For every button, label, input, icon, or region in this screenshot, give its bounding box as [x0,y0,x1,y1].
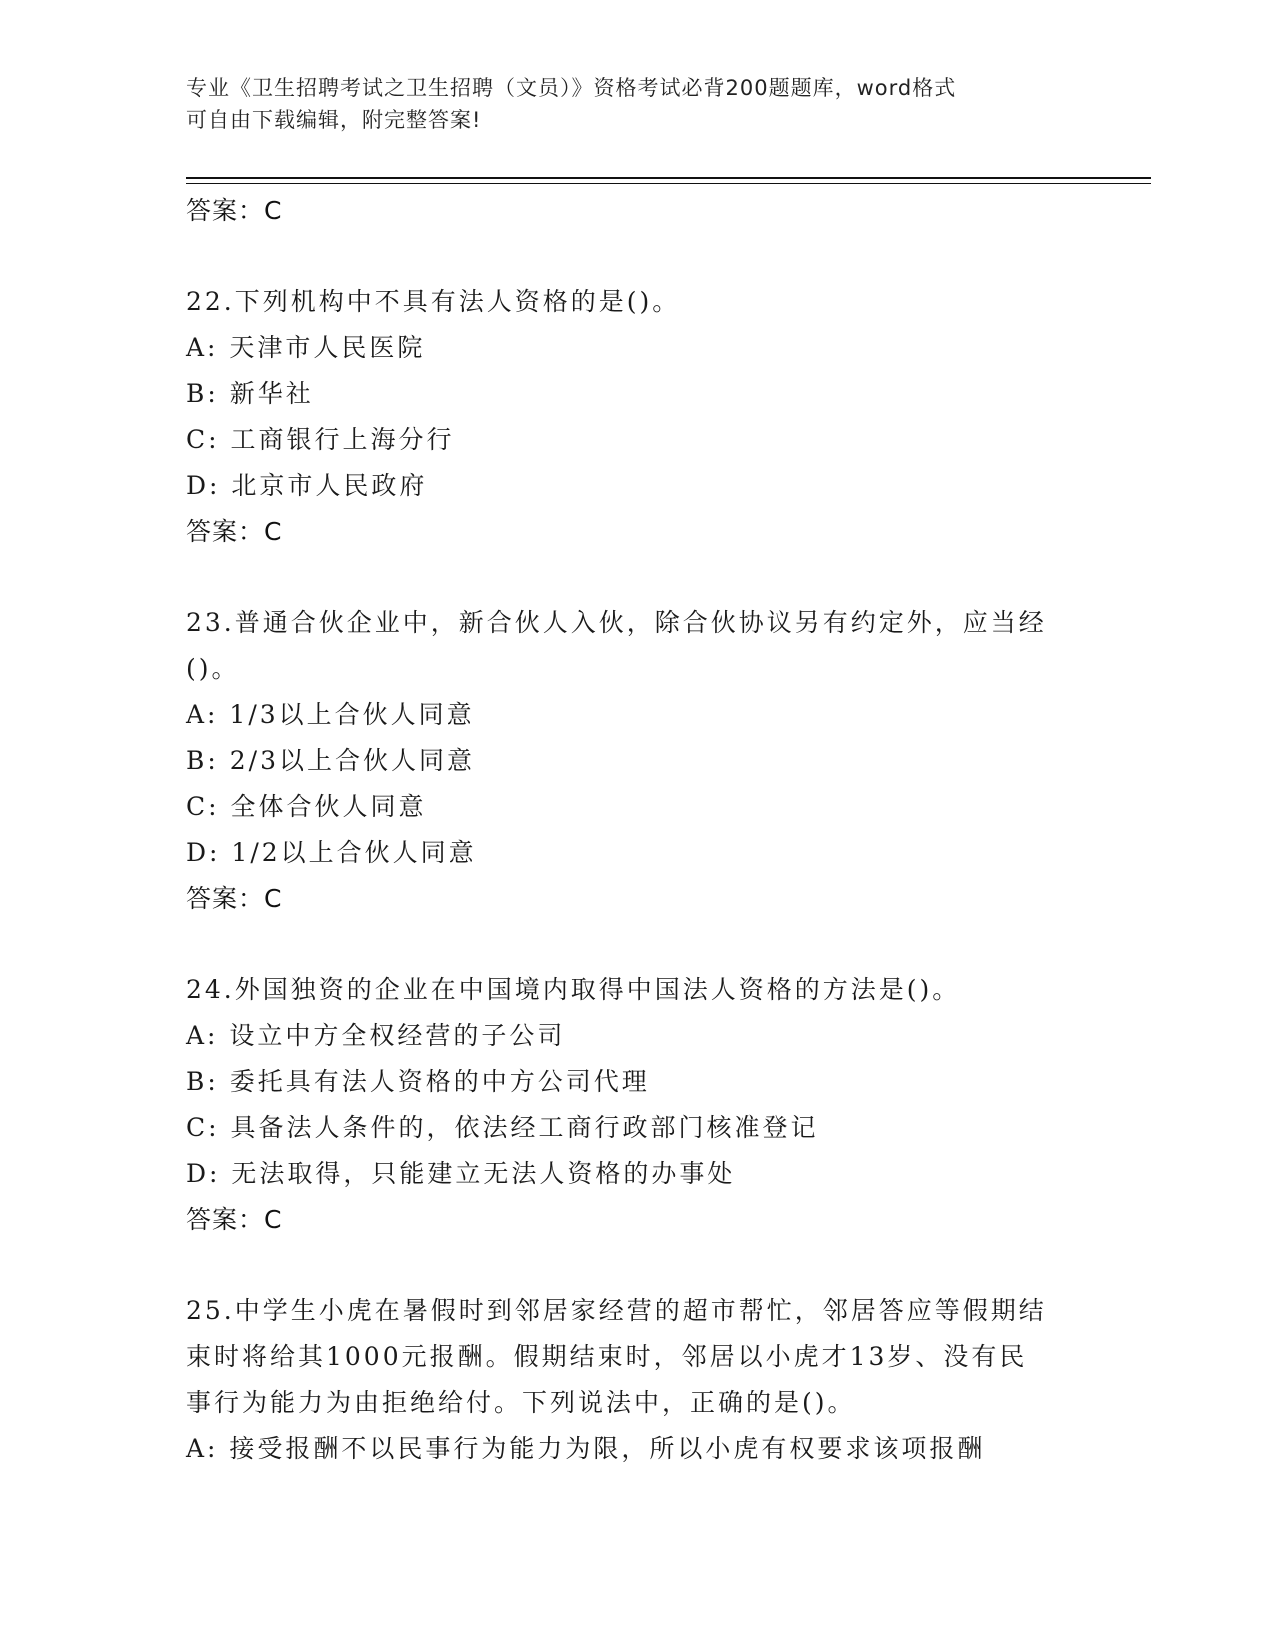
question-23 [186,600,1086,922]
option-c: C: 具备法人条件的，依法经工商行政部门核准登记 [186,1113,819,1142]
option-d: D: 1/2以上合伙人同意 [186,838,477,867]
option-a: A: 接受报酬不以民事行为能力为限，所以小虎有权要求该项报酬 [186,1434,986,1463]
question-text: 24.外国独资的企业在中国境内取得中国法人资格的方法是()。 [186,975,961,1004]
document-header [186,72,1076,136]
option-c: C: 工商银行上海分行 [186,425,455,454]
header-rule-thin [186,183,1151,184]
header-line-2: 可自由下载编辑，附完整答案! [186,108,482,132]
answer-line: 答案：C [186,1205,283,1234]
option-a: A: 设立中方全权经营的子公司 [186,1021,566,1050]
answer-line: 答案：C [186,517,283,546]
option-d: D: 无法取得，只能建立无法人资格的办事处 [186,1159,736,1188]
question-text: 22.下列机构中不具有法人资格的是()。 [186,287,681,316]
option-a: A: 1/3以上合伙人同意 [186,700,475,729]
question-text-continued: 束时将给其1000元报酬。假期结束时，邻居以小虎才13岁、没有民 [186,1342,1028,1371]
option-c: C: 全体合伙人同意 [186,792,427,821]
answer-line: 答案：C [186,196,283,225]
option-a: A: 天津市人民医院 [186,333,426,362]
question-25 [186,1288,1086,1472]
question-list [186,188,1086,1472]
answer-line: 答案：C [186,884,283,913]
option-b: B: 委托具有法人资格的中方公司代理 [186,1067,650,1096]
question-22 [186,279,1086,555]
question-24 [186,967,1086,1243]
question-text: 23.普通合伙企业中，新合伙人入伙，除合伙协议另有约定外，应当经 [186,608,1047,637]
question-text-continued: 事行为能力为由拒绝给付。下列说法中，正确的是()。 [186,1388,856,1417]
option-b: B: 2/3以上合伙人同意 [186,746,475,775]
header-rule-thick [186,177,1151,179]
header-line-1: 专业《卫生招聘考试之卫生招聘（文员）》资格考试必背200题题库，word格式 [186,76,957,100]
option-d: D: 北京市人民政府 [186,471,428,500]
question-text-continued: ()。 [186,654,240,683]
option-b: B: 新华社 [186,379,314,408]
question-text: 25.中学生小虎在暑假时到邻居家经营的超市帮忙，邻居答应等假期结 [186,1296,1047,1325]
